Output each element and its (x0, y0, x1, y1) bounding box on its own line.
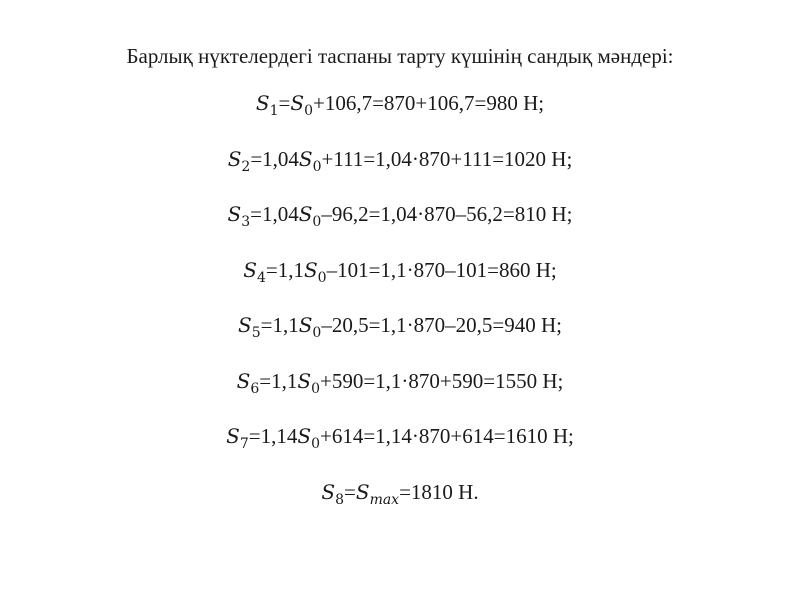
equation-term-variable-subscript: 0 (317, 270, 327, 286)
equation-term-variable-letter: S (355, 480, 370, 504)
equation-term-variable-subscript: 0 (312, 325, 322, 341)
equation-term-variable-letter: S (298, 313, 313, 337)
equation-lhs-variable-subscript: 8 (335, 492, 345, 508)
equation-lhs-variable-subscript: 7 (239, 436, 249, 452)
equation-lhs-variable-subscript: 5 (251, 325, 261, 341)
equation-term-variable (298, 313, 322, 341)
equation-term-variable-letter: S (290, 91, 305, 115)
equation-lhs-variable (321, 480, 345, 508)
equation-text: +614=1,14·870+614=1610 Н; (319, 424, 574, 448)
equation-line (0, 200, 800, 228)
equation-line (0, 89, 800, 117)
equation-text: =1,04 (250, 147, 299, 171)
equation-term-variable-subscript: 0 (304, 103, 313, 119)
equation-line (0, 478, 800, 506)
equation-lhs-variable-letter: S (243, 258, 257, 282)
equation-text: =1810 Н. (399, 480, 479, 504)
equation-term-variable-subscript: max (369, 492, 400, 508)
equation-text: =1,14 (248, 424, 298, 448)
equation-lhs-variable-subscript: 1 (269, 103, 279, 119)
equation-text: =1,1 (265, 258, 304, 282)
equation-line (0, 145, 800, 173)
equation-term-variable-subscript: 0 (312, 214, 322, 230)
equation-text: =1,1 (260, 313, 299, 337)
equation-lhs-variable-letter: S (226, 424, 240, 448)
equation-term-variable-letter: S (298, 202, 313, 226)
equation-text: +106,7=870+106,7=980 Н; (312, 91, 545, 115)
equation-term-variable (297, 424, 320, 452)
equation-text: –101=1,1·870–101=860 Н; (326, 258, 557, 282)
equation-lhs-variable-subscript: 3 (241, 214, 251, 230)
equation-lhs-variable-letter: S (236, 369, 251, 393)
equation-term-variable (355, 480, 400, 508)
equation-term-variable-letter: S (297, 369, 312, 393)
equation-term-variable-letter: S (303, 258, 318, 282)
equation-text: = (344, 480, 356, 504)
equation-lhs-variable (237, 313, 261, 341)
equation-lhs-variable (255, 91, 279, 119)
equation-term-variable-subscript: 0 (311, 436, 320, 452)
equation-term-variable (298, 147, 322, 175)
equation-lhs-variable-subscript: 2 (241, 159, 251, 175)
equation-text: –96,2=1,04·870–56,2=810 Н; (321, 202, 573, 226)
equation-lhs-variable-subscript: 6 (250, 381, 260, 397)
equation-lhs-variable (243, 258, 266, 286)
equation-lhs-variable-letter: S (227, 202, 242, 226)
equation-term-variable (303, 258, 327, 286)
equation-text: =1,04 (250, 202, 299, 226)
equation-text: +590=1,1·870+590=1550 Н; (319, 369, 564, 393)
equation-lhs-variable (226, 424, 249, 452)
equation-line (0, 311, 800, 339)
equation-term-variable (297, 369, 320, 397)
page-heading: Барлық нүктелердегі таспаны тарту күшінің сандық мәндері: (126, 44, 674, 68)
equation-term-variable-letter: S (298, 147, 313, 171)
equation-lhs-variable (227, 147, 251, 175)
equation-lhs-variable (236, 369, 260, 397)
equation-lhs-variable (227, 202, 251, 230)
equation-term-variable-letter: S (297, 424, 312, 448)
equation-lhs-variable-letter: S (227, 147, 242, 171)
equation-line (0, 422, 800, 450)
equation-lhs-variable-letter: S (237, 313, 252, 337)
equation-term-variable-subscript: 0 (311, 381, 320, 397)
equation-line (0, 256, 800, 284)
equation-text: +111=1,04·870+111=1020 Н; (321, 147, 573, 171)
equation-term-variable-subscript: 0 (312, 159, 322, 175)
equation-text: =1,1 (259, 369, 298, 393)
equation-line (0, 367, 800, 395)
equation-term-variable (290, 91, 313, 119)
equation-lhs-variable-subscript: 4 (256, 270, 266, 286)
equation-text: = (278, 91, 291, 115)
equation-lhs-variable-letter: S (255, 91, 270, 115)
equation-lhs-variable-letter: S (321, 480, 336, 504)
equation-text: –20,5=1,1·870–20,5=940 Н; (321, 313, 563, 337)
equation-term-variable (298, 202, 322, 230)
